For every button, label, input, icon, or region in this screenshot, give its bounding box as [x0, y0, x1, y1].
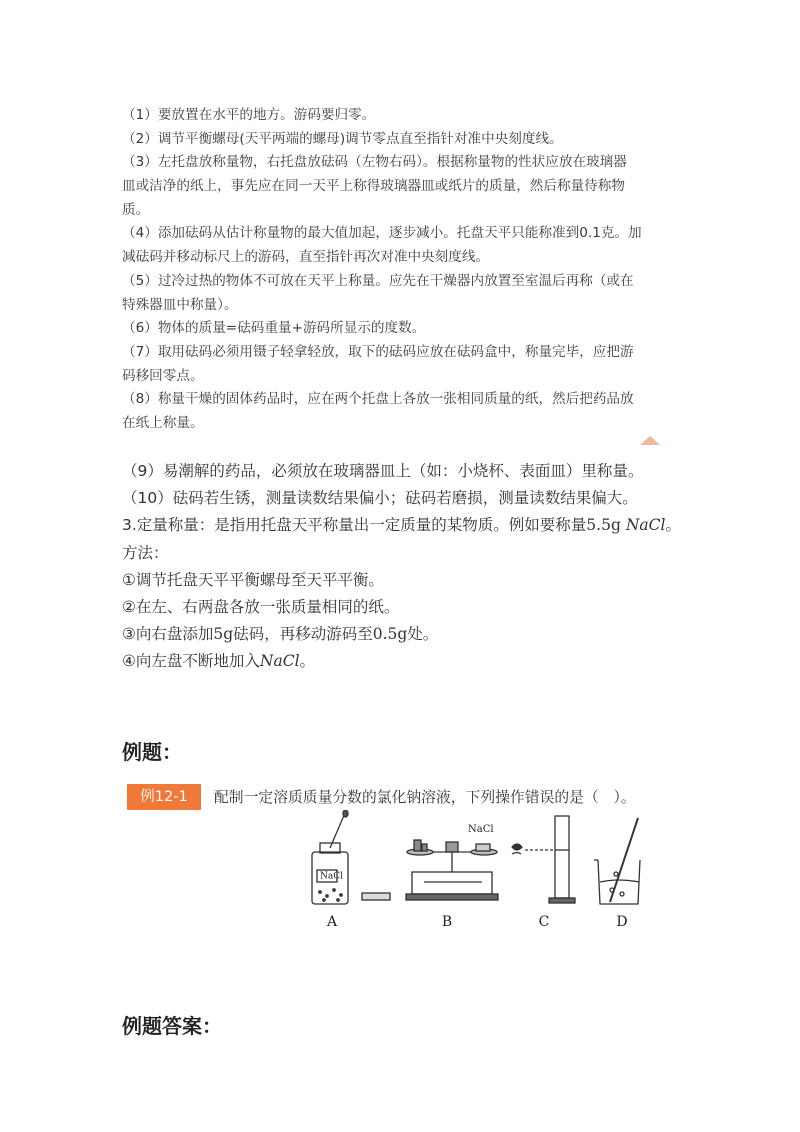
rule-line: （4）添加砝码从估计称量物的最大值加起，逐步减小。托盘天平只能称准到0.1克。加 — [122, 225, 642, 242]
rule-line: （6）物体的质量=砝码重量+游码所显示的度数。 — [122, 320, 426, 337]
rule-line: 减砝码并移动标尺上的游码，直至指针再次对准中央刻度线。 — [122, 249, 490, 266]
rules-block-2 — [122, 458, 702, 676]
figure-d-beaker — [594, 818, 640, 904]
figure-b-nacl-label: NaCl — [468, 824, 494, 835]
method-label: 方法： — [122, 543, 169, 562]
example-tag: 例12-1 — [127, 784, 201, 810]
figure-label-a: A — [326, 914, 338, 930]
rule-line: 在纸上称量。 — [122, 414, 204, 431]
lab-operations-figure — [300, 810, 660, 935]
rule-line: （7）取用砝码必须用镊子轻拿轻放，取下的砝码应放在砝码盒中，称量完毕，应把游 — [122, 343, 634, 360]
example-question: 配制一定溶质质量分数的氯化钠溶液，下列操作错误的是（ ）。 — [214, 789, 636, 806]
rule-line: （3）左托盘放称量物，右托盘放砝码（左物右码）。根据称量物的性状应放在玻璃器 — [122, 154, 627, 171]
method-step: ④向左盘不断地加入NaCl。 — [122, 652, 316, 671]
rule-line: 码移回零点。 — [122, 367, 204, 384]
rule-line: 皿或洁净的纸上，事先应在同一天平上称得玻璃器皿或纸片的质量，然后称量待称物 — [122, 178, 625, 195]
figure-b-balance — [406, 840, 498, 900]
figure-label-b: B — [441, 914, 453, 930]
rule-line: （5）过冷过热的物体不可放在天平上称量。应先在干燥器内放置至室温后再称（或在 — [122, 272, 634, 289]
rule-line: 质。 — [122, 201, 150, 218]
rule-line: （9）易潮解的药品，必须放在玻璃器皿上（如：小烧杯、表面皿）里称量。 — [122, 462, 644, 480]
rules-block — [122, 104, 682, 436]
rule-line: 特殊器皿中称量）。 — [122, 296, 238, 313]
rule-line: （10）砝码若生锈，测量读数结果偏小；砝码若磨损，测量读数结果偏大。 — [122, 489, 638, 508]
figure-a-reagent-jar — [312, 810, 390, 904]
quant-line: 3.定量称量：是指用托盘天平称量出一定质量的某物质。例如要称量5.5g NaCl。 — [122, 516, 681, 535]
method-step: ①调节托盘天平平衡螺母至天平平衡。 — [122, 570, 384, 589]
figure-c-cylinder — [512, 816, 575, 903]
rule-line: （8）称量干燥的固体药品时，应在两个托盘上各放一张相同质量的纸，然后把药品放 — [122, 391, 634, 408]
scroll-top-marker — [640, 436, 660, 445]
figure-label-c: C — [538, 914, 550, 930]
method-step: ②在左、右两盘各放一张质量相同的纸。 — [122, 597, 400, 616]
figure-a-nacl-label: NaCl — [320, 871, 344, 882]
answer-heading: 例题答案： — [122, 1014, 222, 1038]
example-heading: 例题： — [122, 740, 182, 764]
method-step: ③向右盘添加5g砝码，再移动游码至0.5g处。 — [122, 625, 439, 644]
rule-line: （1）要放置在水平的地方。游码要归零。 — [122, 107, 376, 123]
figure-label-d: D — [616, 914, 628, 930]
rule-line: （2）调节平衡螺母(天平两端的螺母)调节零点直至指针对准中央刻度线。 — [122, 130, 563, 147]
